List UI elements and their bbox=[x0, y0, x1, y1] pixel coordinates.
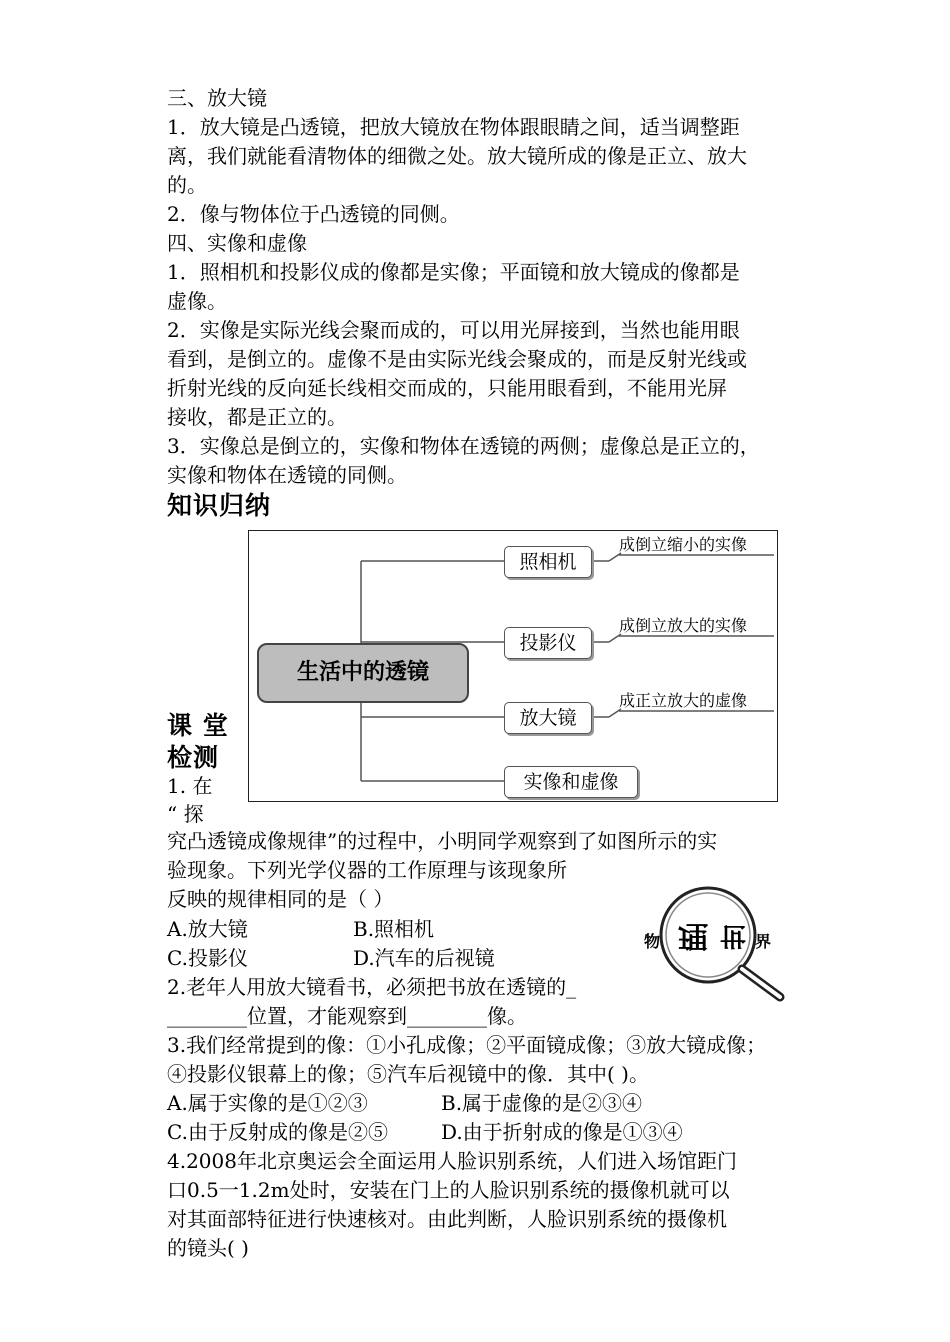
quiz-heading: 检测 bbox=[167, 743, 220, 772]
node-real-virtual-image: 实像和虚像 bbox=[504, 766, 638, 798]
option-c: C.由于反射成的像是②⑤ bbox=[167, 1120, 388, 1144]
leaf-projector: 成倒立放大的实像 bbox=[619, 616, 748, 635]
paragraph-line: 接收，都是正立的。 bbox=[167, 405, 347, 429]
figure-text-right: 界 bbox=[755, 932, 772, 951]
question-4-line: 对其面部特征进行快速核对。由此判断，人脸识别系统的摄像机 bbox=[167, 1207, 727, 1231]
paragraph-line: 2．实像是实际光线会聚而成的，可以用光屏接到，当然也能用眼 bbox=[167, 318, 740, 342]
question-3-line: 3.我们经常提到的像：①小孔成像；②平面镜成像；③放大镜成像； bbox=[167, 1033, 767, 1057]
quiz-heading: 课 堂 bbox=[167, 711, 229, 740]
paragraph-line: 虚像。 bbox=[167, 289, 227, 313]
leaf-camera: 成倒立缩小的实像 bbox=[619, 535, 748, 554]
paragraph-line: 看到，是倒立的。虚像不是由实际光线会聚成的，而是反射光线或 bbox=[167, 347, 747, 371]
magnifier-figure bbox=[640, 885, 790, 1005]
question-2-line: ________位置，才能观察到________像。 bbox=[167, 1004, 527, 1028]
question-1-line: “ 探 bbox=[167, 802, 204, 826]
section-title: 四、实像和虚像 bbox=[167, 231, 307, 255]
option-b: B.属于虚像的是②③④ bbox=[441, 1091, 643, 1115]
option-b: B.照相机 bbox=[353, 917, 435, 941]
option-d: D.汽车的后视镜 bbox=[353, 946, 495, 970]
figure-text-mid2: 世 bbox=[720, 920, 747, 950]
question-3-line: ④投影仪银幕上的像；⑤汽车后视镜中的像．其中( )。 bbox=[167, 1062, 649, 1086]
paragraph-line: 的。 bbox=[167, 173, 207, 197]
mind-map-root: 生活中的透镜 bbox=[257, 643, 469, 703]
node-projector: 投影仪 bbox=[504, 627, 592, 659]
option-a: A.放大镜 bbox=[167, 917, 248, 941]
paragraph-line: 实像和物体在透镜的同侧。 bbox=[167, 463, 407, 487]
question-1-line: 究凸透镜成像规律”的过程中，小明同学观察到了如图所示的实 bbox=[167, 829, 718, 853]
question-1-line: 验现象。下列光学仪器的工作原理与该现象所 bbox=[167, 858, 567, 882]
mind-map bbox=[248, 530, 778, 802]
section-title: 三、放大镜 bbox=[167, 86, 267, 110]
summary-heading: 知识归纳 bbox=[167, 491, 272, 520]
node-camera: 照相机 bbox=[504, 546, 592, 578]
question-1-line: 反映的规律相同的是（ ） bbox=[167, 887, 394, 911]
leaf-magnifier: 成正立放大的虚像 bbox=[619, 691, 748, 710]
paragraph-line: 1．照相机和投影仪成的像都是实像；平面镜和放大镜成的像都是 bbox=[167, 260, 740, 284]
question-1-line: 1. 在 bbox=[167, 774, 213, 798]
paragraph-line: 1．放大镜是凸透镜，把放大镜放在物体跟眼睛之间，适当调整距 bbox=[167, 115, 740, 139]
option-d: D.由于折射成的像是①③④ bbox=[441, 1120, 683, 1144]
node-magnifier: 放大镜 bbox=[504, 702, 592, 734]
paragraph-line: 3．实像总是倒立的，实像和物体在透镜的两侧；虚像总是正立的， bbox=[167, 434, 760, 458]
paragraph-line: 离，我们就能看清物体的细微之处。放大镜所成的像是正立、放大 bbox=[167, 144, 747, 168]
question-2-line: 2.老年人用放大镜看书，必须把书放在透镜的_ bbox=[167, 975, 577, 999]
option-a: A.属于实像的是①②③ bbox=[167, 1091, 368, 1115]
figure-text-mid1: 理 bbox=[678, 918, 708, 953]
paragraph-line: 2．像与物体位于凸透镜的同侧。 bbox=[167, 202, 460, 226]
question-4-line: 口0.5一1.2m处时，安装在门上的人脸识别系统的摄像机就可以 bbox=[167, 1178, 730, 1202]
question-4-line: 4.2008年北京奥运会全面运用人脸识别系统，人们进入场馆距门 bbox=[167, 1149, 737, 1173]
figure-text-left: 物 bbox=[644, 932, 661, 951]
paragraph-line: 折射光线的反向延长线相交而成的，只能用眼看到，不能用光屏 bbox=[167, 376, 727, 400]
option-c: C.投影仪 bbox=[167, 946, 248, 970]
question-4-line: 的镜头( ) bbox=[167, 1236, 249, 1260]
